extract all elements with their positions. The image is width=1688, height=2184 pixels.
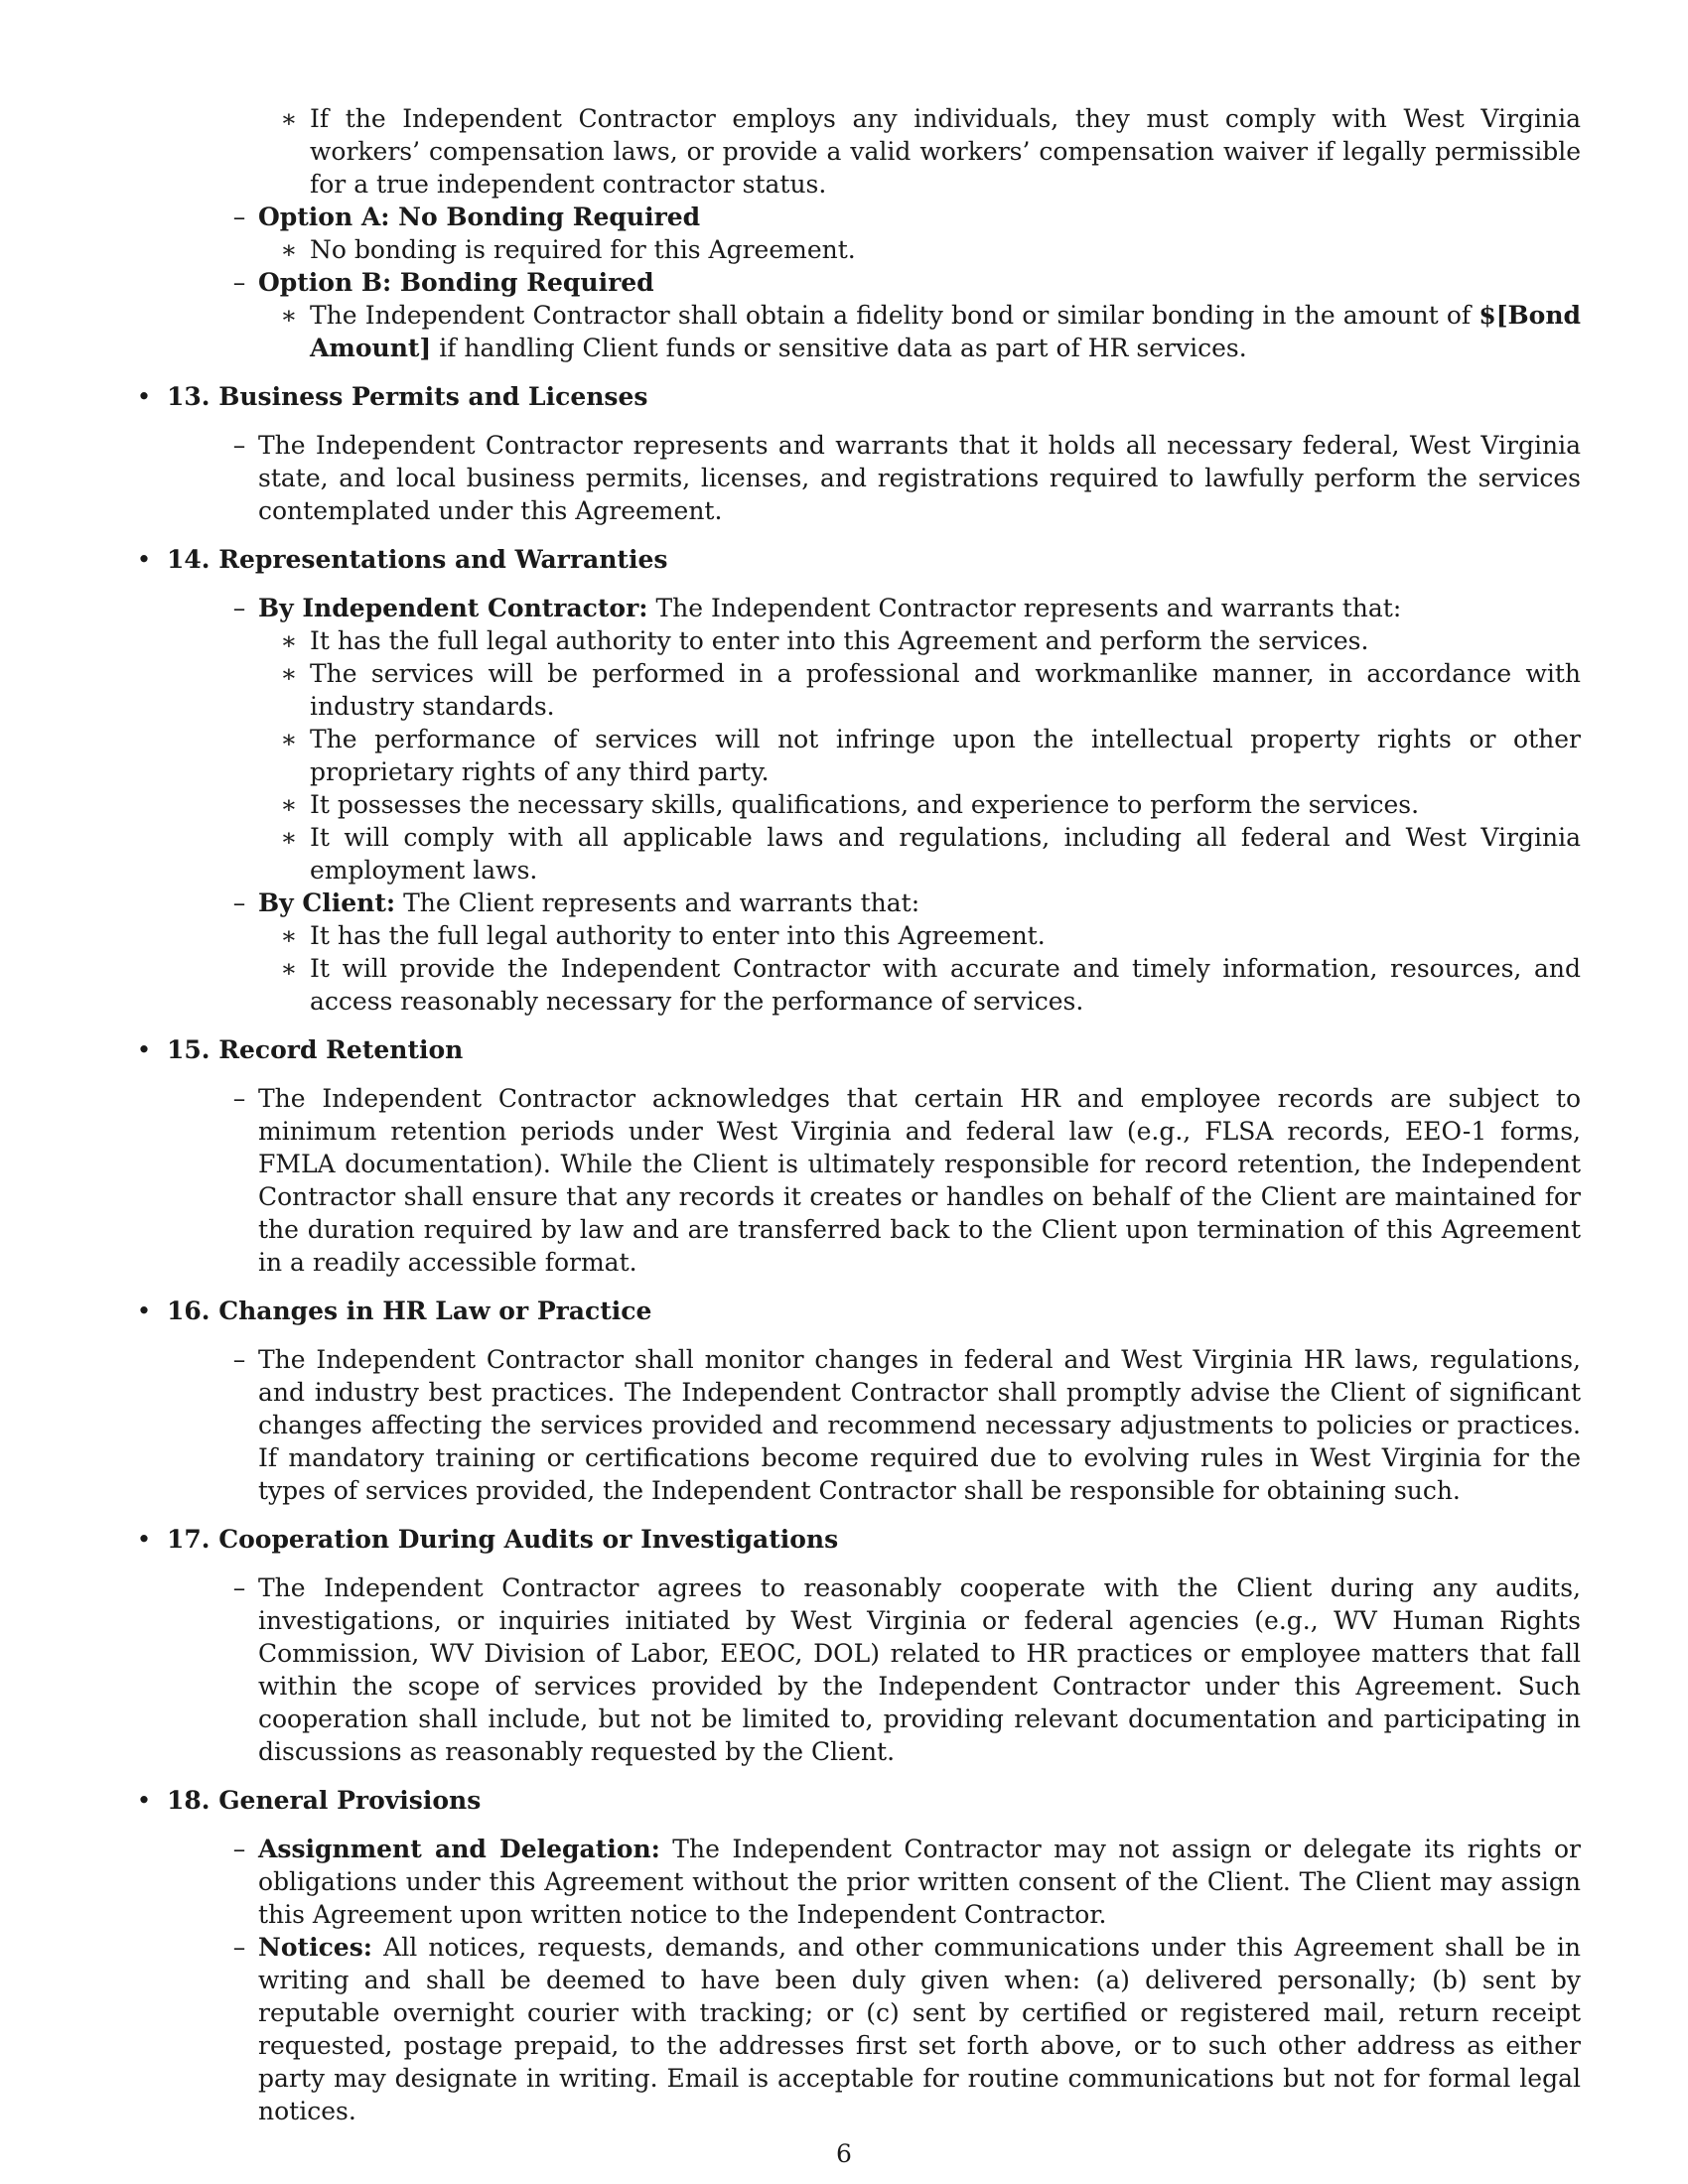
bullet-asterisk: ∗ xyxy=(280,235,298,264)
client-warranty xyxy=(278,919,1581,952)
contractor-warranty xyxy=(278,821,1581,887)
section-18-title: 18. General Provisions xyxy=(167,1786,482,1815)
bullet-asterisk: ∗ xyxy=(280,104,298,133)
bullet-dash: – xyxy=(232,1084,246,1113)
document-body xyxy=(129,102,1581,2127)
assignment-label: Assignment and Delegation: xyxy=(258,1835,660,1863)
option-b-text-post: if handling Client funds or sensitive data as part of HR services. xyxy=(431,334,1247,362)
bullet-dash: – xyxy=(232,888,246,917)
bullet-dot: • xyxy=(136,1035,152,1064)
bullet-asterisk: ∗ xyxy=(280,301,298,330)
bullet-dash: – xyxy=(232,1345,246,1374)
section-16-heading xyxy=(129,1295,1581,1327)
section-16-text: The Independent Contractor shall monitor changes in federal and West Virginia HR laws, regulations, and industry best practices. The Independent Contractor shall promptly advise the Client of significant changes affecting the services provided and recommend necessary adjustments to policies or practices. If mandatory training or certifications become required due to evolving rules in West Virginia for the types of services provided, the Independent Contractor shall be responsible for obtaining such. xyxy=(258,1345,1581,1505)
bullet-dot: • xyxy=(136,545,152,574)
bullet-dash: – xyxy=(232,1835,246,1863)
contractor-warranty-text: The performance of services will not infringe upon the intellectual property rights or other proprietary rights of any third party. xyxy=(310,725,1581,786)
contractor-warranty xyxy=(278,723,1581,788)
bullet-dash: – xyxy=(232,268,246,297)
section-15-heading xyxy=(129,1033,1581,1066)
workers-comp-item xyxy=(278,102,1581,201)
client-warranty-text: It has the full legal authority to enter into this Agreement. xyxy=(310,921,1046,950)
bullet-dot: • xyxy=(136,1786,152,1815)
option-b-text-pre: The Independent Contractor shall obtain a fidelity bond or similar bonding in the amount of xyxy=(310,301,1479,330)
assignment-item xyxy=(228,1833,1581,1931)
option-a-text: No bonding is required for this Agreement. xyxy=(310,235,856,264)
option-b-detail xyxy=(278,299,1581,364)
bullet-asterisk: ∗ xyxy=(280,626,298,655)
section-15-item xyxy=(228,1082,1581,1279)
bullet-asterisk: ∗ xyxy=(280,823,298,852)
page-number: 6 xyxy=(836,2139,852,2168)
notices-label: Notices: xyxy=(258,1933,373,1962)
assignment-text: The Independent Contractor may not assign or delegate its rights or obligations under this Agreement without the prior written consent of the Client. The Client may assign this Agreement upon written notice to the Independent Contractor. xyxy=(258,1835,1582,1929)
option-b-item xyxy=(228,266,1581,299)
contractor-warranty xyxy=(278,624,1581,657)
bullet-dot: • xyxy=(136,1297,152,1325)
bond-amount: $[Bond Amount] xyxy=(310,301,1581,362)
client-warranty xyxy=(278,952,1581,1018)
bullet-asterisk: ∗ xyxy=(280,790,298,819)
section-13-text: The Independent Contractor represents and warrants that it holds all necessary federal, West Virginia state, and local business permits, licenses, and registrations required to lawfully perform the services contemplated under this Agreement. xyxy=(258,431,1581,525)
section-16-title: 16. Changes in HR Law or Practice xyxy=(167,1297,652,1325)
option-a-item xyxy=(228,201,1581,233)
contractor-warranty-text: The services will be performed in a professional and workmanlike manner, in accordance with industry standards. xyxy=(310,659,1581,721)
bullet-dash: – xyxy=(232,1933,246,1962)
contractor-warranty-text: It possesses the necessary skills, qualifications, and experience to perform the services. xyxy=(310,790,1420,819)
contractor-label: By Independent Contractor: xyxy=(258,594,648,622)
section-15-title: 15. Record Retention xyxy=(167,1035,464,1064)
bullet-dash: – xyxy=(232,431,246,460)
contractor-warranty xyxy=(278,657,1581,723)
section-13-item xyxy=(228,429,1581,527)
bullet-dash: – xyxy=(232,203,246,231)
contractor-intro: The Independent Contractor represents and warrants that: xyxy=(647,594,1402,622)
section-17-heading xyxy=(129,1523,1581,1556)
section-14-client-item xyxy=(228,887,1581,919)
contractor-warranty xyxy=(278,788,1581,821)
bullet-asterisk: ∗ xyxy=(280,954,298,983)
option-a-title: Option A: No Bonding Required xyxy=(258,203,701,231)
section-17-title: 17. Cooperation During Audits or Investigations xyxy=(167,1525,839,1554)
section-17-text: The Independent Contractor agrees to reasonably cooperate with the Client during any audits, investigations, or inquiries initiated by West Virginia or federal agencies (e.g., WV Human Rights Commission, WV Division of Labor, EEOC, DOL) related to HR practices or employee matters that fall within the scope of services provided by the Independent Contractor under this Agreement. Such cooperation shall include, but not be limited to, providing relevant documentation and participating in discussions as reasonably requested by the Client. xyxy=(258,1573,1581,1766)
bullet-asterisk: ∗ xyxy=(280,921,298,950)
contractor-warranty-text: It will comply with all applicable laws and regulations, including all federal and West Virginia employment laws. xyxy=(310,823,1581,885)
bullet-dash: – xyxy=(232,1573,246,1602)
notices-text: All notices, requests, demands, and other communications under this Agreement shall be in writing and shall be deemed to have been duly given when: (a) delivered personally; (b) sent by reputable overnight courier with tracking; or (c) sent by certified or registered mail, return receipt requested, postage prepaid, to the addresses first set forth above, or to such other address as either party may designate in writing. Email is acceptable for routine communications but not for formal legal notices. xyxy=(258,1933,1581,2125)
bullet-dot: • xyxy=(136,382,152,411)
section-14-contractor-item xyxy=(228,592,1581,624)
section-13-title: 13. Business Permits and Licenses xyxy=(167,382,648,411)
section-16-item xyxy=(228,1343,1581,1507)
section-13-heading xyxy=(129,380,1581,413)
section-14-heading xyxy=(129,543,1581,576)
bullet-dot: • xyxy=(136,1525,152,1554)
section-18-heading xyxy=(129,1784,1581,1817)
section-17-item xyxy=(228,1571,1581,1768)
option-a-detail xyxy=(278,233,1581,266)
client-intro: The Client represents and warrants that: xyxy=(395,888,920,917)
bullet-asterisk: ∗ xyxy=(280,725,298,753)
bullet-dash: – xyxy=(232,594,246,622)
client-label: By Client: xyxy=(258,888,396,917)
option-b-title: Option B: Bonding Required xyxy=(258,268,654,297)
contractor-warranty-text: It has the full legal authority to enter into this Agreement and perform the services. xyxy=(310,626,1369,655)
section-15-text: The Independent Contractor acknowledges that certain HR and employee records are subject to minimum retention periods under West Virginia and federal law (e.g., FLSA records, EEO-1 forms, FMLA documentation). While the Client is ultimately responsible for record retention, the Independent Contractor shall ensure that any records it creates or handles on behalf of the Client are maintained for the duration required by law and are transferred back to the Client upon termination of this Agreement in a readily accessible format. xyxy=(258,1084,1581,1277)
client-warranty-text: It will provide the Independent Contractor with accurate and timely information, resources, and access reasonably necessary for the performance of services. xyxy=(310,954,1581,1016)
section-14-title: 14. Representations and Warranties xyxy=(167,545,668,574)
bullet-asterisk: ∗ xyxy=(280,659,298,688)
workers-comp-text: If the Independent Contractor employs any individuals, they must comply with West Virginia workers’ compensation laws, or provide a valid workers’ compensation waiver if legally permissible for a true independent contractor status. xyxy=(310,104,1581,199)
notices-item xyxy=(228,1931,1581,2127)
